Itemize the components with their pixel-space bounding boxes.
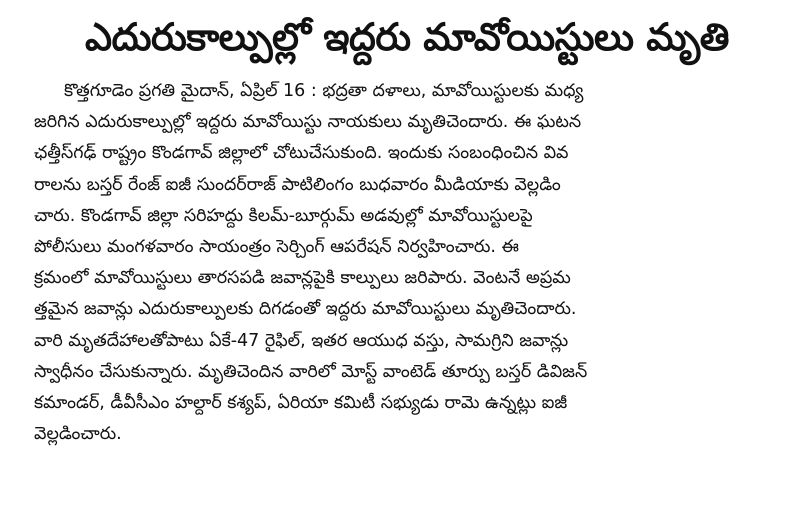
article-line: స్వాధీనం చేసుకున్నారు. మృతిచెందిన వారిలో మోస్ట్ వాంటెడ్ తూర్పు బస్తర్ డివిజన్ <box>34 361 588 382</box>
article-line: రాలను బస్తర్ రేంజ్ ఐజీ సుందర్‌రాజ్ పాటిలింగం బుధవారం మీడియాకు వెల్లడిం <box>34 174 561 195</box>
article-line: చారు. కొండగావ్ జిల్లా సరిహద్దు కిలమ్-బూర్గుమ్ అడవుల్లో మావోయిస్టులపై <box>34 205 533 226</box>
article-line: పోలీసులు మంగళవారం సాయంత్రం సెర్చింగ్ ఆపరేషన్ నిర్వహించారు. ఈ <box>34 236 519 257</box>
article-line: త్తమైన జవాన్లు ఎదురుకాల్పులకు దిగడంతో ఇద్దరు మావోయిస్టులు మృతిచెందారు. <box>34 299 577 320</box>
article-line: వెల్లడించారు. <box>34 424 122 445</box>
article-line: వారి మృతదేహాలతోపాటు ఏకే-47 రైఫిల్, ఇతర ఆయుధ వస్తు, సామగ్రిని జవాన్లు <box>34 330 569 351</box>
article-line: ఛత్తీస్‌గఢ్ రాష్ట్రం కొండగావ్ జిల్లాలో చోటుచేసుకుంది. ఇందుకు సంబంధించిన వివ <box>34 143 569 164</box>
article-line: కొత్తగూడెం ప్రగతి మైదాన్, ఏప్రిల్ 16 : భద్రతా దళాలు, మావోయిస్టులకు మధ్య <box>64 81 584 101</box>
article-body <box>34 76 780 450</box>
article-line: జరిగిన ఎదురుకాల్పుల్లో ఇద్దరు మావోయిస్టు నాయకులు మృతిచెందారు. ఈ ఘటన <box>34 112 582 133</box>
article-line: కమాండర్, డీవీసీఎం హల్దార్ కశ్యప్, ఏరియా కమిటీ సభ్యుడు రామె ఉన్నట్లు ఐజీ <box>34 392 568 413</box>
headline: ఎదురుకాల్పుల్లో ఇద్దరు మావోయిస్టులు మృతి <box>85 15 729 59</box>
article-line: క్రమంలో మావోయిస్టులు తారసపడి జవాన్లపైకి కాల్పులు జరిపారు. వెంటనే అప్రమ <box>34 268 571 289</box>
